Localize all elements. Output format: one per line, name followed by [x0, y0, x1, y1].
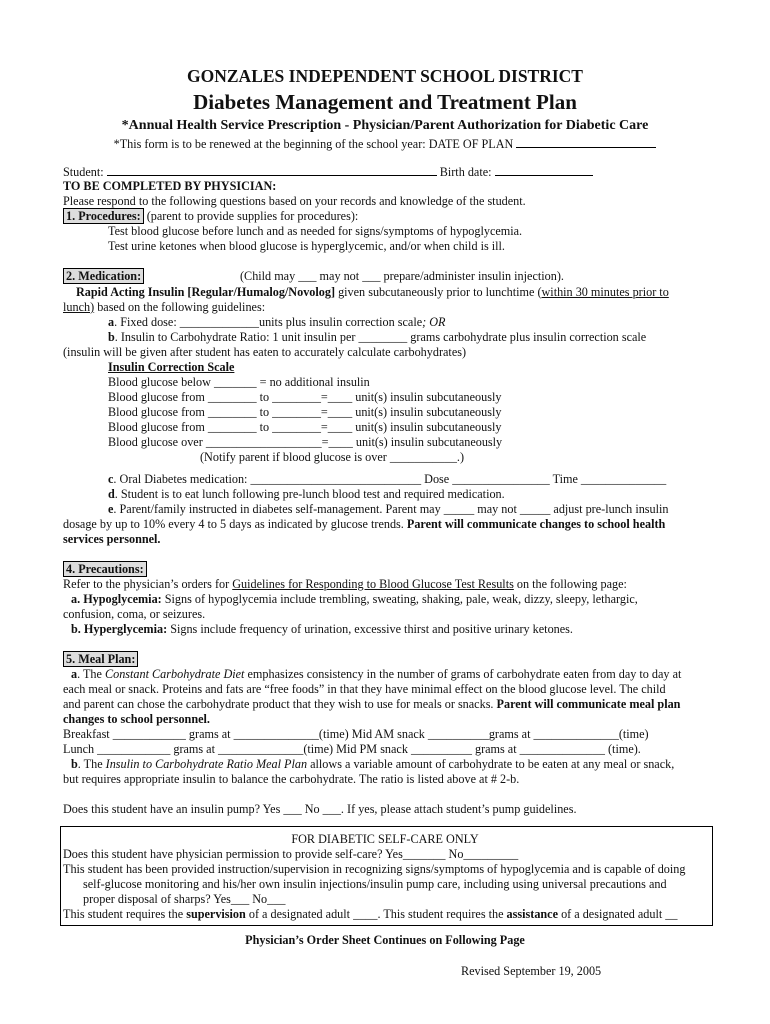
- guidelines-reference: Guidelines for Responding to Blood Glucose Test Results: [232, 577, 514, 591]
- precautions-heading: 4. Precautions:: [63, 561, 147, 577]
- option-c-label: c: [108, 472, 114, 486]
- meal-text-line: [63, 697, 680, 712]
- continues-note: Physician’s Order Sheet Continues on Following Page: [245, 933, 525, 947]
- procedures-line: [63, 209, 358, 224]
- meal-text-line: each meal or snack. Proteins and fats are “free foods” in that they have minimal effect on the blood glucose level. The child: [63, 682, 666, 696]
- option-a-label: a: [108, 315, 115, 329]
- hyperglycemia-text: Signs include frequency of urination, excessive thirst and positive urinary ketones.: [167, 622, 573, 636]
- parent-adjust-dosage: dosage by up to 10% every 4 to 5 days as indicated by glucose trends.: [63, 517, 407, 531]
- lunch-order-line: [108, 487, 505, 502]
- carb-ratio-note: (insulin will be given after student has eaten to accurately calculate carbohydrates): [63, 345, 467, 359]
- meal-plan-heading-line: [63, 652, 138, 667]
- parent-communicate-note: Parent will communicate changes to school health: [406, 517, 666, 531]
- supervision-word: supervision: [186, 907, 246, 921]
- constant-carb-line: [71, 667, 681, 682]
- hypoglycemia-label: . Hypoglycemia:: [77, 592, 162, 606]
- rapid-insulin-label: Rapid Acting Insulin [Regular/Humalog/Novolog]: [76, 285, 336, 299]
- self-care-instruction-cont: self-glucose monitoring and his/her own insulin injections/insulin pump care, including using universal precautions and: [83, 877, 667, 891]
- student-line: [63, 164, 593, 180]
- self-care-supervision: [63, 907, 678, 922]
- student-name-field[interactable]: [107, 164, 437, 176]
- procedures-heading: 1. Procedures:: [63, 208, 144, 224]
- scale-row: Blood glucose from ________ to ________=____ unit(s) insulin subcutaneously: [108, 420, 502, 434]
- scale-row: Blood glucose from ________ to ________=____ unit(s) insulin subcutaneously: [108, 390, 502, 404]
- parent-adjust-cont: [63, 517, 665, 532]
- procedure-item-2: Test urine ketones when blood glucose is hyperglycemic, and/or when child is ill.: [108, 239, 505, 253]
- meal-communicate-note-2: changes to school personnel.: [63, 712, 210, 726]
- supervision-text-c: of a designated adult __: [558, 907, 678, 921]
- meal-a-the: . The: [77, 667, 105, 681]
- form-subtitle: *Annual Health Service Prescription - Physician/Parent Authorization for Diabetic Care: [121, 118, 649, 133]
- carb-ratio-meal-line: [71, 757, 674, 772]
- carb-ratio-text: . Insulin to Carbohydrate Ratio: 1 unit insulin per ________ grams carbohydrate plus insulin correction scale: [114, 330, 647, 344]
- meal-communicate-note: Parent will communicate meal plan: [496, 697, 681, 711]
- precautions-intro-text: Refer to the physician’s orders for: [63, 577, 233, 591]
- self-care-heading: FOR DIABETIC SELF-CARE ONLY: [291, 832, 479, 846]
- self-care-sharps: proper disposal of sharps? Yes___ No___: [83, 892, 286, 906]
- constant-carb-text: emphasizes consistency in the number of grams of carbohydrate eaten from day to day at: [244, 667, 682, 681]
- revised-date: Revised September 19, 2005: [461, 964, 602, 978]
- carb-ratio-line: [108, 330, 646, 345]
- option-b-label: b: [108, 330, 115, 344]
- scale-row: Blood glucose from ________ to ________=____ unit(s) insulin subcutaneously: [108, 405, 502, 419]
- oral-medication-text: . Oral Diabetes medication: ____________________________ Dose ________________ Time ______________: [113, 472, 667, 486]
- child-may-line: (Child may ___ may not ___ prepare/administer insulin injection).: [240, 269, 564, 283]
- fixed-dose-or: ; OR: [422, 315, 446, 329]
- precautions-intro: [63, 577, 627, 592]
- renew-note-text: *This form is to be renewed at the beginning of the school year: DATE OF PLAN: [113, 137, 514, 151]
- self-care-instruction: This student has been provided instruction/supervision in recognizing signs/symptoms of hypoglycemia and is capable of doing: [63, 862, 686, 876]
- medication-heading-line: [63, 269, 144, 284]
- physician-heading: TO BE COMPLETED BY PHYSICIAN:: [63, 179, 277, 193]
- hypoglycemia-text: Signs of hypoglycemia include trembling, sweating, shaking, pale, weak, dizzy, sleepy, lethargic,: [161, 592, 638, 606]
- lunch-underlined: lunch): [63, 300, 95, 314]
- notify-parent-note: (Notify parent if blood glucose is over ___________.): [200, 450, 465, 464]
- form-title: Diabetes Management and Treatment Plan: [193, 90, 577, 114]
- meal-choose-text: and parent can chose the carbohydrate product that they wish to use for meals or snacks.: [63, 697, 497, 711]
- fixed-dose-line: [108, 315, 446, 330]
- scale-row: Blood glucose over ___________________=____ unit(s) insulin subcutaneously: [108, 435, 503, 449]
- respond-note: Please respond to the following questions based on your records and knowledge of the student.: [63, 194, 526, 208]
- procedures-note: (parent to provide supplies for procedures):: [143, 209, 359, 223]
- carb-ratio-meal-cont: but requires appropriate insulin to balance the carbohydrate. The ratio is listed above at # 2-b.: [63, 772, 520, 786]
- hypoglycemia-cont: confusion, coma, or seizures.: [63, 607, 206, 621]
- meal-b-the: . The: [77, 757, 106, 771]
- supervision-text-b: of a designated adult ____. This student requires the: [245, 907, 507, 921]
- lunch-line: [63, 300, 265, 315]
- renew-note: [0, 136, 770, 152]
- medication-heading: 2. Medication:: [63, 268, 144, 284]
- meal-plan-heading: 5. Meal Plan:: [63, 651, 138, 667]
- correction-scale-heading: Insulin Correction Scale: [108, 360, 235, 374]
- date-of-plan-field[interactable]: [516, 136, 656, 148]
- precautions-intro-end: on the following page:: [513, 577, 627, 591]
- parent-adjust-line: [108, 502, 669, 517]
- hypo-a-label: a: [71, 592, 78, 606]
- supervision-text-a: This student requires the: [63, 907, 187, 921]
- birth-date-label: Birth date:: [439, 165, 492, 179]
- assistance-word: assistance: [506, 907, 559, 921]
- parent-adjust-text: . Parent/family instructed in diabetes self-management. Parent may _____ may not _____ adjust pre-lunch insulin: [113, 502, 669, 516]
- procedure-item-1: Test blood glucose before lunch and as needed for signs/symptoms of hypoglycemia.: [108, 224, 523, 238]
- hyperglycemia-label: b. Hyperglycemia:: [71, 622, 168, 636]
- scale-row: Blood glucose below _______ = no additional insulin: [108, 375, 370, 389]
- rapid-insulin-line: [76, 285, 669, 300]
- student-label: Student:: [63, 165, 104, 179]
- hyperglycemia-line: [71, 622, 573, 637]
- meal-a-label: a: [71, 667, 78, 681]
- self-care-permission: Does this student have physician permission to provide self-care? Yes_______ No_________: [63, 847, 519, 861]
- meal-row-lunch: Lunch ____________ grams at ______________(time) Mid PM snack __________ grams at ______________ (time).: [63, 742, 641, 756]
- lunch-text: based on the following guidelines:: [94, 300, 266, 314]
- carb-ratio-meal-plan: Insulin to Carbohydrate Ratio Meal Plan: [105, 757, 308, 771]
- carb-ratio-meal-text: allows a variable amount of carbohydrate to be eaten at any meal or snack,: [307, 757, 675, 771]
- hypoglycemia-line: [71, 592, 638, 607]
- option-d-label: d: [108, 487, 115, 501]
- district-name: GONZALES INDEPENDENT SCHOOL DISTRICT: [187, 66, 583, 86]
- meal-b-label: b: [71, 757, 78, 771]
- constant-carb-diet: Constant Carbohydrate Diet: [104, 667, 245, 681]
- birth-date-field[interactable]: [495, 164, 593, 176]
- oral-medication-line: [108, 472, 666, 487]
- option-e-label: e: [108, 502, 114, 516]
- rapid-insulin-text: given subcutaneously prior to lunchtime (: [335, 285, 542, 299]
- fixed-dose-text: . Fixed dose: _____________units plus insulin correction scale: [114, 315, 423, 329]
- parent-communicate-note-2: services personnel.: [63, 532, 161, 546]
- lunch-order-text: . Student is to eat lunch following pre-lunch blood test and required medication.: [114, 487, 505, 501]
- meal-row-breakfast: Breakfast ____________ grams at ______________(time) Mid AM snack __________grams at ______________(time): [63, 727, 649, 741]
- insulin-pump-question: Does this student have an insulin pump? Yes ___ No ___. If yes, please attach student’s pump guidelines.: [63, 802, 577, 816]
- precautions-heading-line: [63, 562, 147, 577]
- rapid-insulin-timing: within 30 minutes prior to: [541, 285, 669, 299]
